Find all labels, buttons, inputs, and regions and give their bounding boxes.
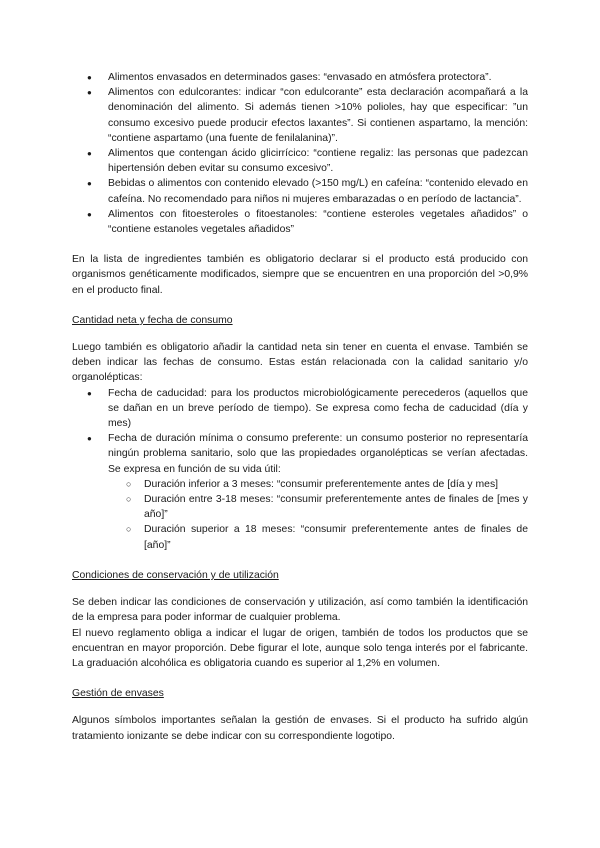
list-item: ● Bebidas o alimentos con contenido elevado (>150 mg/L) en cafeína: “contenido elevado en cafeína. No recomendado para niños ni mujeres embarazadas o en período de lactancia”. <box>72 176 528 206</box>
sublist-item: ○ Duración superior a 18 meses: “consumir preferentemente antes de finales de [año]” <box>72 522 528 552</box>
list-item: ● Alimentos con fitoesteroles o fitoestanoles: “contiene esteroles vegetales añadidos” o “contiene estanoles vegetales añadidos” <box>72 207 528 237</box>
list-item-preferente <box>72 431 528 553</box>
list-item: ● Alimentos que contengan ácido glicirrícico: “contiene regaliz: las personas que padezcan hipertensión deben evitar su consumo excesivo”. <box>72 146 528 176</box>
list-item-caducidad: ● Fecha de caducidad: para los productos microbiológicamente perecederos (aquellos que se dañan en un breve período de tiempo). Se expresa como fecha de caducidad (día y mes) <box>72 386 528 432</box>
consumption-dates-list <box>72 386 528 553</box>
section-heading-net-quantity: Cantidad neta y fecha de consumo <box>72 314 233 326</box>
packaging-paragraph: Algunos símbolos importantes señalan la gestión de envases. Si el producto ha sufrido algún tratamiento ionizante se debe indicar con su correspondiente logotipo. <box>72 715 528 742</box>
gmo-paragraph: En la lista de ingredientes también es obligatorio declarar si el producto está producido con organismos genéticamente modificados, siempre que se encuentren en una proporción del >0,9% en el producto final. <box>72 254 528 296</box>
list-item: ● Alimentos envasados en determinados gases: “envasado en atmósfera protectora”. <box>72 70 528 85</box>
sublist-item: ○ Duración inferior a 3 meses: “consumir preferentemente antes de [día y mes] <box>72 477 528 492</box>
sublist-item: ○ Duración entre 3-18 meses: “consumir preferentemente antes de finales de [mes y año]” <box>72 492 528 522</box>
origin-paragraph: El nuevo reglamento obliga a indicar el lugar de origen, también de todos los productos que se encuentran en mayor proporción. Debe figurar el lote, aunque solo tenga interés por el fabricante. La graduación alcohólica es obligatoria cuando es superior al 1,2% en volumen. <box>72 627 528 669</box>
conservation-paragraph: Se deben indicar las condiciones de conservación y utilización, así como también la identificación de la empresa para poder informar de cualquier problema. <box>72 597 528 624</box>
list-item-preferente-text: Fecha de duración mínima o consumo preferente: un consumo posterior no representaría ningún problema sanitario, solo que las propiedades organolépticas se verían afectadas. Se expresa en función de su vida útil: <box>108 433 528 475</box>
net-quantity-paragraph: Luego también es obligatorio añadir la cantidad neta sin tener en cuenta el envase. También se deben indicar las fechas de consumo. Estas están relacionada con la calidad sanitario y/o organolépticas: <box>72 342 528 384</box>
section-heading-conservation: Condiciones de conservación y de utilización <box>72 569 279 581</box>
shelf-life-sublist <box>108 477 528 553</box>
document-page <box>72 70 528 744</box>
labeling-mentions-list <box>72 70 528 237</box>
section-heading-packaging: Gestión de envases <box>72 688 164 700</box>
list-item: ● Alimentos con edulcorantes: indicar “con edulcorante” esta declaración acompañará a la denominación del alimento. Si además tienen >10% polioles, hay que especificar: ”un consumo excesivo puede producir efectos laxantes”. Si contienen aspartamo, la mención: “contiene aspartamo (una fuente de fenilalanina)”. <box>72 85 528 146</box>
